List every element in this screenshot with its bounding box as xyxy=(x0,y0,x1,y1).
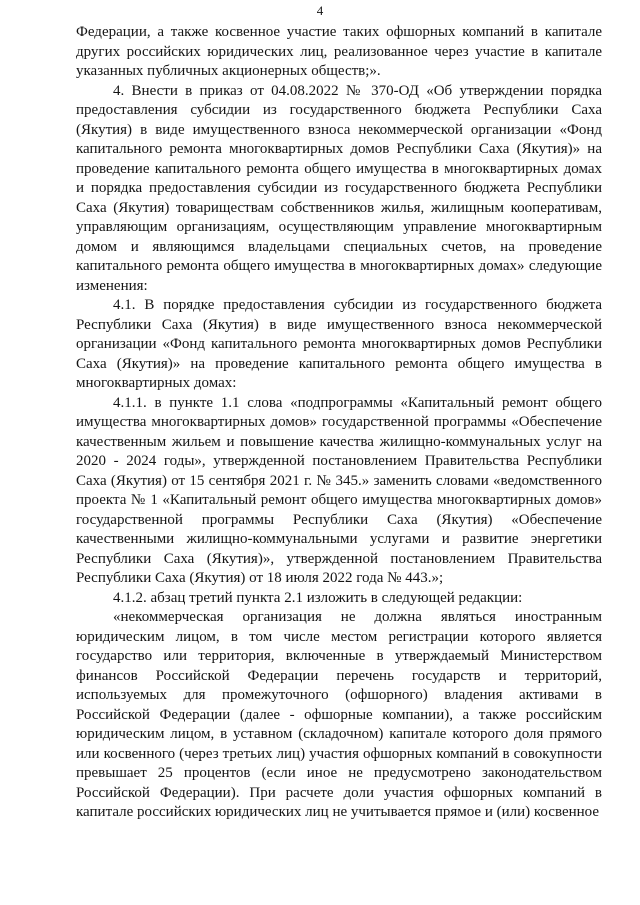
paragraph-continuation: Федерации, а также косвенное участие таких офшорных компаний в капитале других российских юридических лиц, реализованное через участие в капитале указанных публичных акционерных обществ;». xyxy=(76,24,602,79)
page-number: 4 xyxy=(316,3,324,18)
paragraph-item-4-1: 4.1. В порядке предоставления субсидии из государственного бюджета Республики Саха (Якутия) в виде имущественного взноса некоммерческой организации «Фонд капитального ремонта многоквартирных домов Республики Саха (Якутия)» на проведение капитального ремонта общего имущества в многоквартирных домах: xyxy=(76,297,602,391)
paragraph-item-4-1-2: 4.1.2. абзац третий пункта 2.1 изложить в следующей редакции: xyxy=(113,589,523,606)
document-body xyxy=(76,23,602,823)
paragraph-item-4: 4. Внести в приказ от 04.08.2022 № 370-ОД «Об утверждении порядка предоставления субсидии из государственного бюджета Республики Саха (Якутия) в виде имущественного взноса некоммерческой организации «Фонд капитального ремонта многоквартирных домов Республики Саха (Якутия)» на проведение капитального ремонта общего имущества в многоквартирных домах и порядка предоставления субсидии из государственного бюджета Республики Саха (Якутия) товариществам собственников жилья, жилищным кооперативам, управляющим организациям, осуществляющим управление многоквартирным домом и являющимся владельцами специальных счетов, на проведение капитального ремонта общего имущества в многоквартирных домах» следующие изменения: xyxy=(76,82,602,294)
paragraph-quoted-text: «некоммерческая организация не должна являться иностранным юридическим лицом, в том числе местом регистрации которого является государство или территория, включенные в утверждаемый Министерством финансов Российской Федерации перечень государств и территорий, используемых для промежуточного (офшорного) владения активами в Российской Федерации (далее - офшорные компании), а также российским юридическим лицом, в уставном (складочном) капитале которого доля прямого или косвенного (через третьих лиц) участия офшорных компаний в совокупности превышает 25 процентов (если иное не предусмотрено законодательством Российской Федерации). При расчете доли участия офшорных компаний в капитале российских юридических лиц не учитывается прямое и (или) косвенное xyxy=(76,609,602,820)
paragraph-item-4-1-1: 4.1.1. в пункте 1.1 слова «подпрограммы «Капитальный ремонт общего имущества многоквартирных домов» государственной программы «Обеспечение качественным жильем и повышение качества жилищно-коммунальных услуг на 2020 - 2024 годы», утвержденной постановлением Правительства Республики Саха (Якутия) от 15 сентября 2021 г. № 345.» заменить словами «ведомственного проекта № 1 «Капитальный ремонт общего имущества многоквартирных домов» государственной программы Республики Саха (Якутия) «Обеспечение качественными жилищно-коммунальными услугами и развитие энергетики Республики Саха (Якутия)», утвержденной постановлением Правительства Республики Саха (Якутия) от 18 июля 2022 года № 443.»; xyxy=(76,394,602,586)
